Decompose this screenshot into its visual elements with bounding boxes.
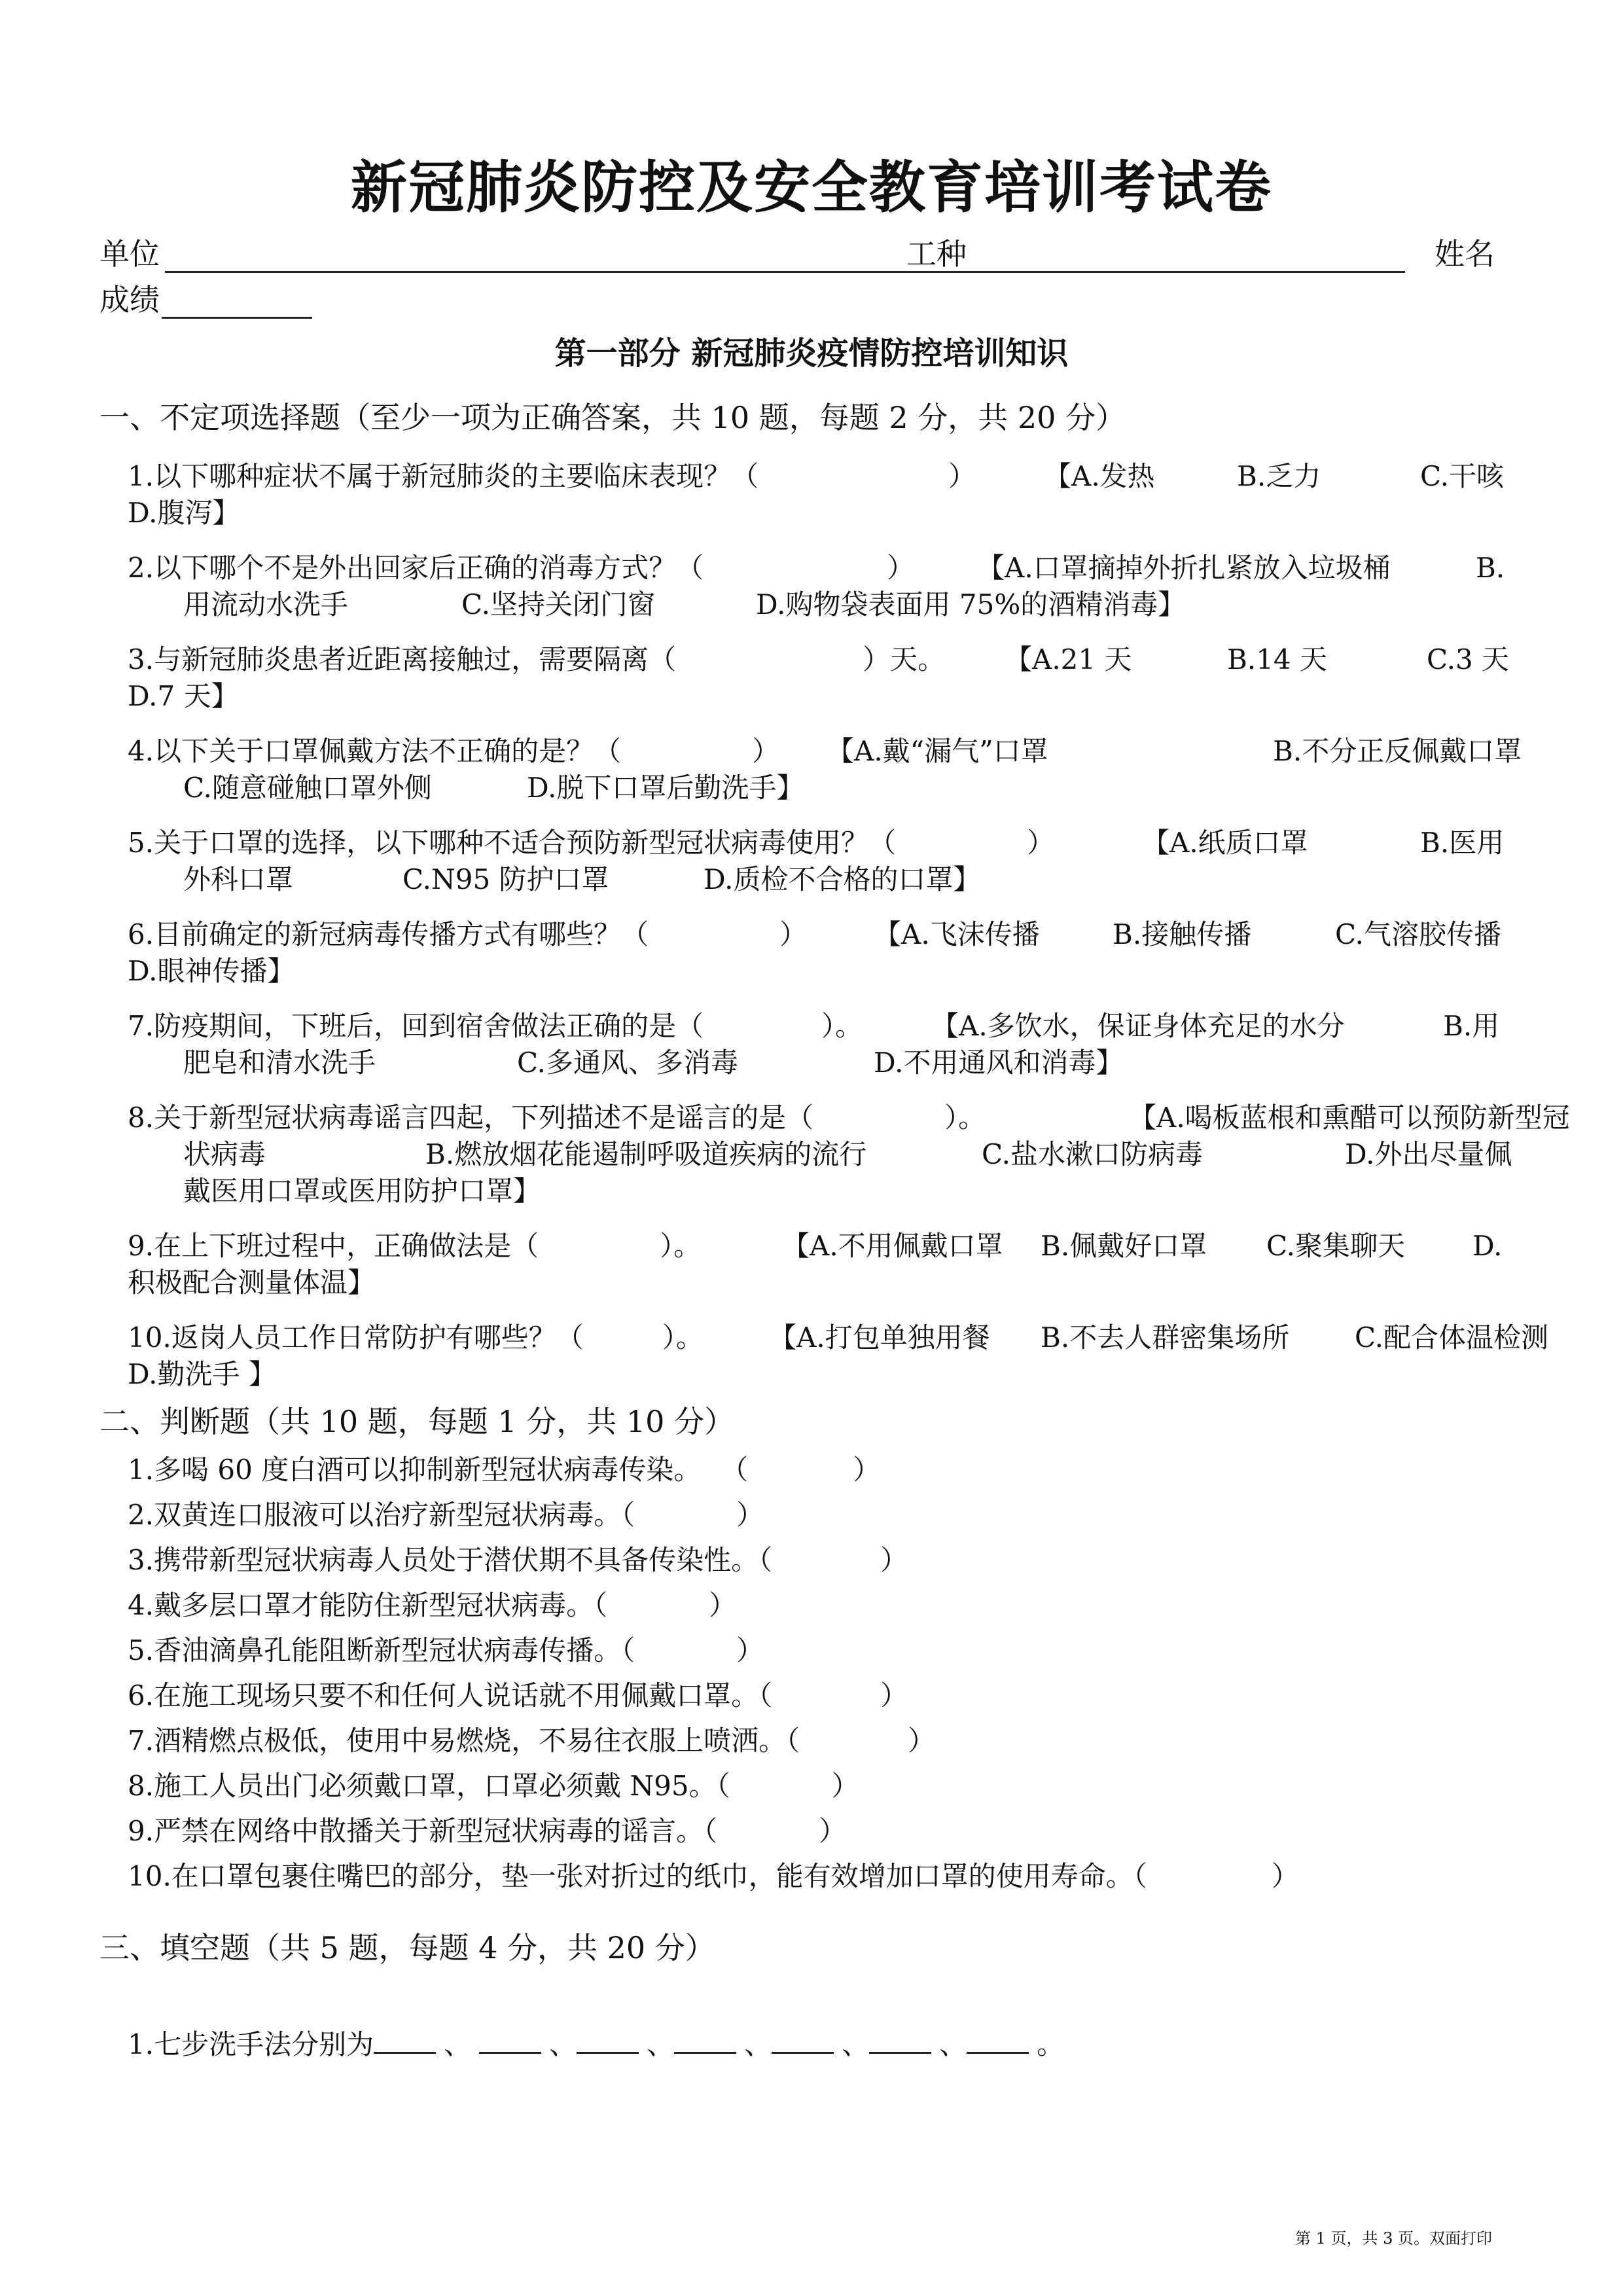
option-d: D.眼神传播】: [128, 955, 295, 987]
option-b: B.接触传播: [1113, 918, 1252, 950]
mc-question: [128, 1319, 1548, 1393]
separator: 、: [842, 2028, 870, 2060]
tf-text: 7.酒精燃点极低，使用中易燃烧，不易往衣服上喷洒。: [128, 1725, 787, 1757]
question-number: 4.: [128, 735, 154, 767]
mc-question: [128, 825, 1505, 898]
separator: 、: [444, 2028, 472, 2060]
paren-close: ）: [880, 1679, 908, 1712]
option-c: C.3 天: [1427, 643, 1510, 675]
option-d: D.: [1472, 1230, 1503, 1262]
option-c: C.随意碰触口罩外侧: [183, 772, 432, 804]
paren-open: （: [704, 1815, 718, 1847]
paren-close: ）: [948, 460, 976, 492]
option-b: B.乏力: [1237, 460, 1321, 492]
mc-question: [128, 1008, 1499, 1081]
option-b: B.14 天: [1227, 643, 1328, 675]
question-number: 7.: [128, 1010, 154, 1042]
tf-question: [128, 1723, 935, 1759]
job-field[interactable]: [970, 271, 1405, 273]
paren-open: （: [716, 1770, 730, 1802]
option-d-cont: 戴医用口罩或医用防护口罩】: [183, 1175, 541, 1207]
paren-close: ）: [908, 1725, 936, 1757]
paren-close: ）: [736, 1634, 764, 1666]
question-stem: 目前确定的新冠病毒传播方式有哪些？（: [154, 918, 649, 950]
question-stem: 防疫期间，下班后，回到宿舍做法正确的是（: [154, 1010, 704, 1042]
mc-question: [128, 641, 1510, 715]
question-number: 8.: [128, 1102, 154, 1134]
option-b: B.: [1476, 552, 1505, 584]
question-number: 10.: [128, 1321, 171, 1354]
option-c: C.干咳: [1420, 460, 1504, 492]
fill-blank[interactable]: [577, 2026, 639, 2054]
option-b: B.佩戴好口罩: [1041, 1230, 1207, 1262]
option-a: 【A.飞沫传播: [874, 918, 1040, 950]
tf-text: 4.戴多层口罩才能防住新型冠状病毒。: [128, 1589, 594, 1621]
name-label: 姓名: [1435, 236, 1495, 272]
paren-close: ）: [1271, 1860, 1299, 1892]
option-a: 【A.纸质口罩: [1142, 827, 1308, 859]
question-stem: 关于新型冠状病毒谣言四起，下列描述不是谣言的是（: [154, 1102, 814, 1134]
paren-close: ）: [819, 1815, 847, 1847]
paren-close: ）: [779, 918, 808, 950]
option-b-cont: 外科口罩: [183, 863, 294, 895]
fill-blank[interactable]: [674, 2026, 736, 2054]
paren-close: ）: [709, 1589, 737, 1621]
fill-blank[interactable]: [479, 2026, 541, 2054]
job-label: 工种: [906, 236, 967, 272]
option-d: D.不用通风和消毒】: [874, 1047, 1124, 1079]
end-mark: 。: [1037, 2028, 1065, 2060]
option-d: D.购物袋表面用 75%的酒精消毒】: [756, 588, 1186, 620]
question-number: 5.: [128, 827, 154, 859]
tf-text: 9.严禁在网络中散播关于新型冠状病毒的谣言。: [128, 1815, 704, 1847]
option-a: 【A.口罩摘掉外折扎紧放入垃圾桶: [977, 552, 1391, 584]
score-label: 成绩: [99, 282, 160, 317]
question-stem: 以下哪种症状不属于新冠肺炎的主要临床表现？（: [154, 460, 759, 492]
question-stem: 关于口罩的选择，以下哪种不适合预防新型冠状病毒使用？（: [154, 827, 897, 859]
tf-question: [128, 1768, 859, 1804]
option-b-cont: 用流动水洗手: [183, 588, 349, 620]
option-d: D.质检不合格的口罩】: [704, 863, 981, 895]
mc-question: [128, 733, 1522, 806]
question-stem: 以下关于口罩佩戴方法不正确的是？（: [154, 735, 622, 767]
paren-close: ）: [752, 735, 780, 767]
fill-blank[interactable]: [967, 2026, 1029, 2054]
tf-text: 3.携带新型冠状病毒人员处于潜伏期不具备传染性。: [128, 1544, 759, 1576]
mc-question: [128, 458, 1504, 531]
option-d: D.脱下口罩后勤洗手】: [527, 772, 804, 804]
option-a: 【A.戴“漏气”口罩: [827, 735, 1048, 767]
section-fill-title: 三、填空题（共 5 题，每题 4 分，共 20 分）: [99, 1930, 715, 1965]
option-c: C.气溶胶传播: [1335, 918, 1501, 950]
option-d: D.外出尽量佩: [1345, 1138, 1512, 1170]
paren-open: （: [621, 1499, 635, 1531]
option-d: D.勤洗手 】: [128, 1358, 276, 1390]
separator: 、: [939, 2028, 967, 2060]
paren-close: ）。: [944, 1102, 986, 1134]
question-number: 1.: [128, 460, 154, 492]
tf-question: [128, 1858, 1299, 1895]
option-d: D.腹泻】: [128, 497, 240, 529]
tf-question: [128, 1497, 764, 1534]
option-a: 【A.发热: [1044, 460, 1155, 492]
mc-question: [128, 916, 1499, 990]
exam-title: 新冠肺炎防控及安全教育培训考试卷: [351, 154, 1272, 221]
paren-open: （: [758, 1679, 773, 1712]
paren-close: ）天。: [863, 643, 946, 675]
section-tf-title: 二、判断题（共 10 题，每题 1 分，共 10 分）: [99, 1404, 735, 1439]
paren-open: （: [786, 1725, 800, 1757]
separator: 、: [549, 2028, 577, 2060]
separator: 、: [744, 2028, 772, 2060]
tf-question: [128, 1677, 908, 1714]
option-d-cont: 积极配合测量体温】: [128, 1266, 376, 1299]
option-a: 【A.不用佩戴口罩: [782, 1230, 1003, 1262]
page-footer: 第 1 页，共 3 页。双面打印: [1294, 2229, 1492, 2248]
fill-question: [128, 2026, 1064, 2063]
option-a: 【A.21 天: [1005, 643, 1132, 675]
tf-text: 2.双黄连口服液可以治疗新型冠状病毒。: [128, 1499, 622, 1531]
paren-open: （: [1133, 1860, 1147, 1892]
mc-question: [128, 550, 1505, 623]
question-number: 9.: [128, 1230, 154, 1262]
tf-text: 1.多喝 60 度白酒可以抑制新型冠状病毒传染。: [128, 1454, 702, 1486]
unit-field[interactable]: [165, 271, 983, 273]
paren-close: ）。: [821, 1010, 863, 1042]
option-b-cont: 肥皂和清水洗手: [183, 1047, 376, 1079]
paren-close: ）: [1027, 827, 1055, 859]
question-stem: 以下哪个不是外出回家后正确的消毒方式？（: [154, 552, 704, 584]
paren-open: （: [758, 1544, 773, 1576]
fill-blank[interactable]: [772, 2026, 834, 2054]
tf-question: [128, 1813, 846, 1850]
tf-question: [128, 1587, 736, 1624]
tf-question: [128, 1452, 880, 1488]
tf-text: 8.施工人员出门必须戴口罩，口罩必须戴 N95。: [128, 1770, 717, 1802]
option-a: 【A.喝板蓝根和熏醋可以预防新型冠: [1129, 1102, 1570, 1134]
option-d: D.7 天】: [128, 680, 239, 712]
tf-question: [128, 1632, 764, 1669]
mc-question: [128, 1100, 1570, 1210]
paren-close: ）。: [662, 1321, 704, 1354]
paren-close: ）: [736, 1499, 764, 1531]
option-b: B.医用: [1420, 827, 1505, 859]
option-a-cont: 状病毒: [183, 1138, 266, 1170]
paren-close: ）。: [660, 1230, 702, 1262]
score-field[interactable]: [162, 317, 312, 319]
question-number: 6.: [128, 918, 154, 950]
fill-blank[interactable]: [374, 2026, 436, 2054]
paren-close: ）: [880, 1544, 908, 1576]
option-a: 【A.打包单独用餐: [769, 1321, 990, 1354]
option-c: C.多通风、多消毒: [517, 1047, 738, 1079]
option-c: C.配合体温检测: [1355, 1321, 1548, 1354]
fill-blank[interactable]: [869, 2026, 931, 2054]
tf-text: 6.在施工现场只要不和任何人说话就不用佩戴口罩。: [128, 1679, 759, 1712]
option-a: 【A.多饮水，保证身体充足的水分: [931, 1010, 1345, 1042]
section-mc-title: 一、不定项选择题（至少一项为正确答案，共 10 题，每题 2 分，共 20 分）: [99, 400, 1126, 435]
question-number: 2.: [128, 552, 154, 584]
part-title: 第一部分 新冠肺炎疫情防控培训知识: [554, 335, 1069, 372]
option-b: B.不分正反佩戴口罩: [1273, 735, 1522, 767]
tf-text: 10.在口罩包裹住嘴巴的部分，垫一张对折过的纸巾，能有效增加口罩的使用寿命。: [128, 1860, 1133, 1892]
paren-close: ）: [853, 1454, 881, 1486]
option-c: C.盐水漱口防病毒: [982, 1138, 1203, 1170]
question-stem: 在上下班过程中，正确做法是（: [154, 1230, 539, 1262]
paren-close: ）: [887, 552, 915, 584]
separator: 、: [647, 2028, 675, 2060]
option-b: B.用: [1443, 1010, 1500, 1042]
paren-open: （: [621, 1634, 635, 1666]
option-b: B.不去人群密集场所: [1041, 1321, 1290, 1354]
option-c: C.N95 防护口罩: [402, 863, 609, 895]
option-b: B.燃放烟花能遏制呼吸道疾病的流行: [425, 1138, 867, 1170]
mc-question: [128, 1228, 1503, 1301]
unit-label: 单位: [99, 236, 160, 272]
option-c: C.坚持关闭门窗: [461, 588, 655, 620]
tf-text: 5.香油滴鼻孔能阻断新型冠状病毒传播。: [128, 1634, 622, 1666]
fill-text: 1.七步洗手法分别为: [128, 2028, 374, 2060]
paren-open: （: [594, 1589, 608, 1621]
option-c: C.聚集聊天: [1266, 1230, 1405, 1262]
paren-close: ）: [831, 1770, 859, 1802]
question-number: 3.: [128, 643, 154, 675]
question-stem: 返岗人员工作日常防护有哪些？（: [171, 1321, 584, 1354]
paren-open: （: [721, 1454, 749, 1486]
tf-question: [128, 1542, 908, 1579]
question-stem: 与新冠肺炎患者近距离接触过，需要隔离（: [154, 643, 677, 675]
